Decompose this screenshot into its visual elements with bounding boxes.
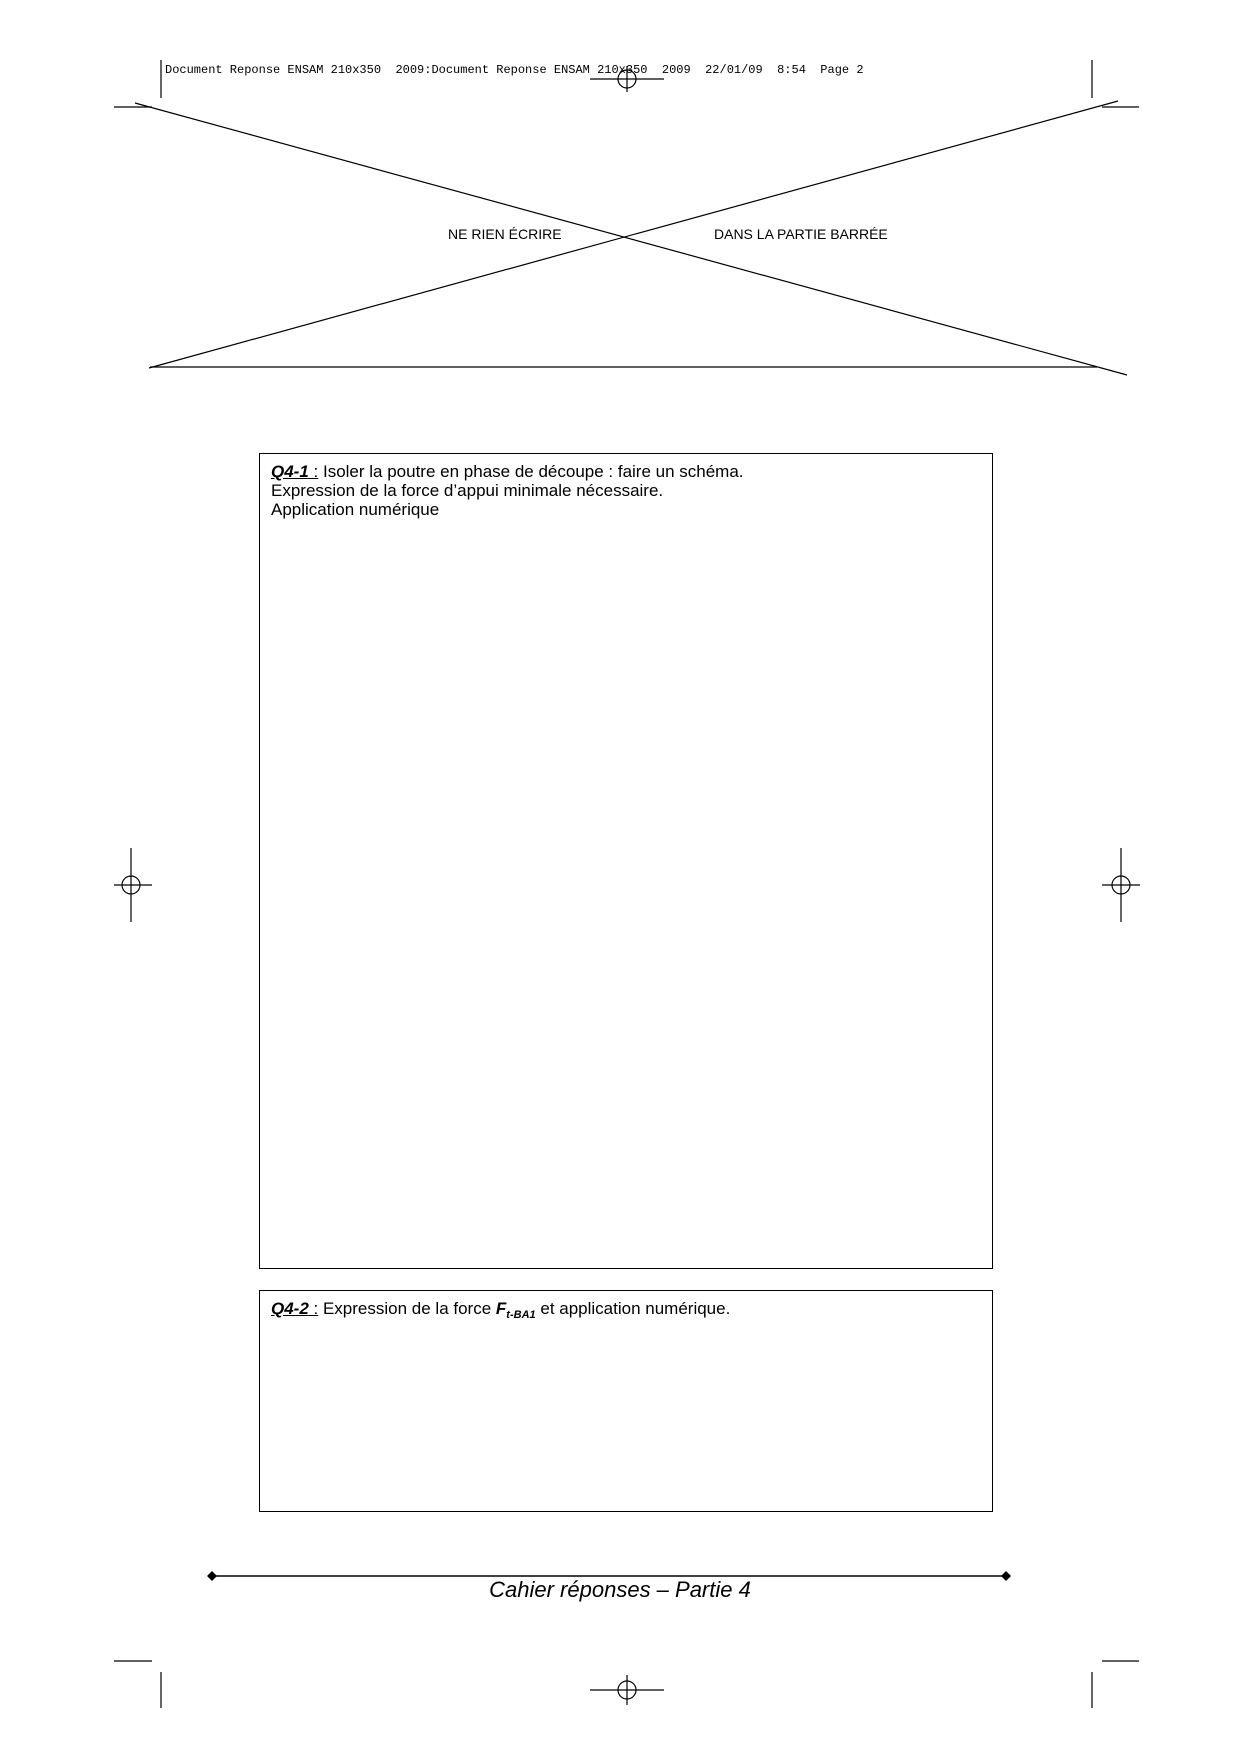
q4-1-line-2: Expression de la force d’appui minimale nécessaire. [271, 481, 664, 500]
q4-2-text-before: Expression de la force [318, 1299, 496, 1318]
registration-mark-top [590, 66, 664, 92]
q4-1-line-1 [271, 462, 744, 481]
force-subscript: t-BA1 [506, 1309, 536, 1321]
print-header: Document Reponse ENSAM 210x350 2009:Document Reponse ENSAM 210x350 2009 22/01/09 8:54 Page 2 [165, 63, 864, 77]
q4-1-label: Q4-1 [271, 462, 309, 481]
registration-mark-left [114, 848, 152, 922]
q4-1-prompt [271, 462, 744, 519]
q4-2-text-after: et application numérique. [535, 1299, 731, 1318]
q4-2-label: Q4-2 [271, 1299, 309, 1318]
banned-text-left: NE RIEN ÉCRIRE [448, 226, 562, 242]
q4-1-colon: : [308, 462, 319, 481]
q4-2-line-1 [271, 1299, 730, 1325]
q4-1-line-3: Application numérique [271, 500, 440, 519]
banned-cross-line-2 [149, 101, 1118, 368]
registration-mark-right [1102, 848, 1140, 922]
q4-1-instruction: Isoler la poutre en phase de découpe : faire un schéma. [318, 462, 744, 481]
force-symbol: F [495, 1299, 507, 1318]
q4-2-colon: : [308, 1299, 319, 1318]
banned-text-right: DANS LA PARTIE BARRÉE [714, 226, 888, 242]
q4-2-prompt [271, 1299, 730, 1325]
banned-cross-line-1 [135, 103, 1127, 375]
registration-mark-bottom [590, 1675, 664, 1705]
answer-box-q4-2[interactable] [259, 1290, 993, 1512]
footer-title: Cahier réponses – Partie 4 [489, 1577, 751, 1602]
answer-box-q4-1[interactable] [259, 453, 993, 1269]
